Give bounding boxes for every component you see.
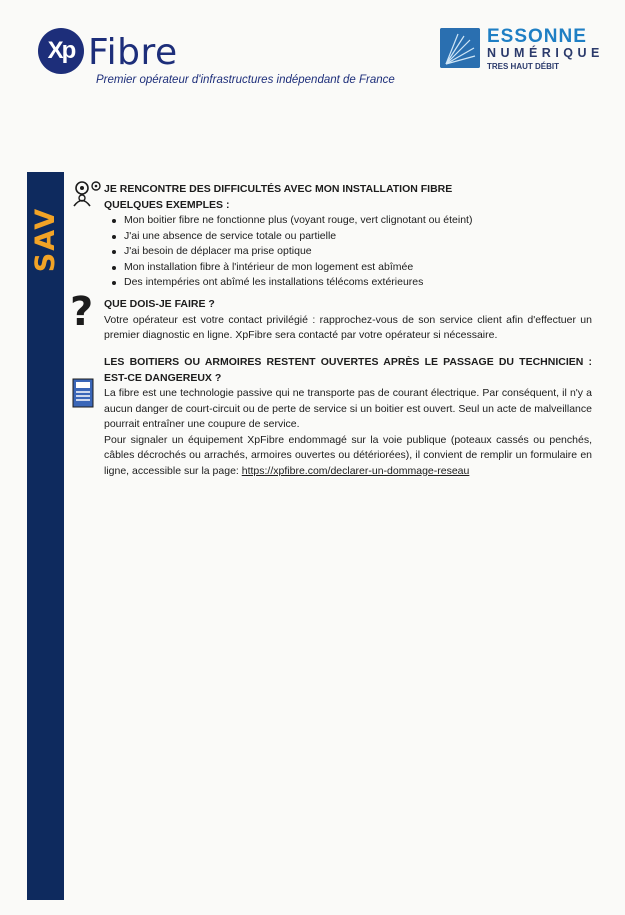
- partner-subname: NUMÉRIQUE: [487, 46, 604, 60]
- section-open-cabinets: [104, 355, 592, 479]
- section-what-to-do-title: QUE DOIS-JE FAIRE ?: [104, 298, 215, 310]
- list-item: J'ai une absence de service totale ou partielle: [104, 229, 574, 245]
- list-item: J'ai besoin de déplacer ma prise optique: [104, 244, 574, 260]
- sav-label-text: SAV: [30, 206, 62, 272]
- list-item: Mon installation fibre à l'intérieur de mon logement est abîmée: [104, 260, 574, 276]
- section-difficulties-title: JE RENCONTRE DES DIFFICULTÉS AVEC MON INSTALLATION FIBRE: [104, 183, 453, 195]
- essonne-emblem-icon: [440, 28, 480, 68]
- section-difficulties-subtitle: QUELQUES EXEMPLES :: [104, 198, 230, 211]
- partner-name: ESSONNE: [487, 26, 587, 47]
- examples-list: [104, 213, 574, 291]
- list-item: Mon boitier fibre ne fonctionne plus (voyant rouge, vert clignotant ou éteint): [104, 213, 574, 229]
- section-difficulties: [104, 182, 574, 291]
- cabinet-icon: [72, 378, 94, 408]
- section-open-cabinets-para2: [104, 433, 592, 480]
- partner-tagline: TRES HAUT DÉBIT: [487, 62, 559, 71]
- gears-person-icon: [70, 178, 104, 208]
- section-what-to-do-body: Votre opérateur est votre contact privilégié : rapprochez-vous de son service client afin d'effectuer un premier diagnostic en ligne. XpFibre sera contacté par votre opérateur si nécessaire.: [104, 313, 592, 341]
- essonne-numerique-logo: [440, 28, 612, 72]
- report-damage-link[interactable]: https://xpfibre.com/declarer-un-dommage-reseau: [241, 464, 470, 477]
- list-item: Des intempéries ont abîmé les installations télécoms extérieures: [104, 275, 574, 291]
- sav-label: [28, 196, 64, 282]
- tagline: Premier opérateur d'infrastructures indépendant de France: [96, 74, 395, 86]
- section-what-to-do: [104, 297, 592, 344]
- xp-logo-name: Fibre: [88, 32, 178, 73]
- report-text: Pour signaler un équipement XpFibre endommagé sur la voie publique (poteaux cassés ou penchés, câbles décrochés ou arrachés, armoires ouvertes ou détériorées), il convient de remplir un formulaire en ligne, accessible sur la page:: [104, 433, 592, 477]
- section-open-cabinets-para1: La fibre est une technologie passive qui ne transporte pas de courant électrique. Par conséquent, il n'y a aucun danger de court-circuit ou de perte de service si un boitier est ouvert. Seul un acte de malveillance pourrait entraîner une coupure de service.: [104, 387, 592, 430]
- question-mark-icon: ?: [70, 289, 94, 335]
- section-open-cabinets-title: LES BOITIERS OU ARMOIRES RESTENT OUVERTES APRÈS LE PASSAGE DU TECHNICIEN : EST-CE DANGEREUX ?: [104, 356, 592, 384]
- xp-logo-mark: Xp: [38, 28, 84, 74]
